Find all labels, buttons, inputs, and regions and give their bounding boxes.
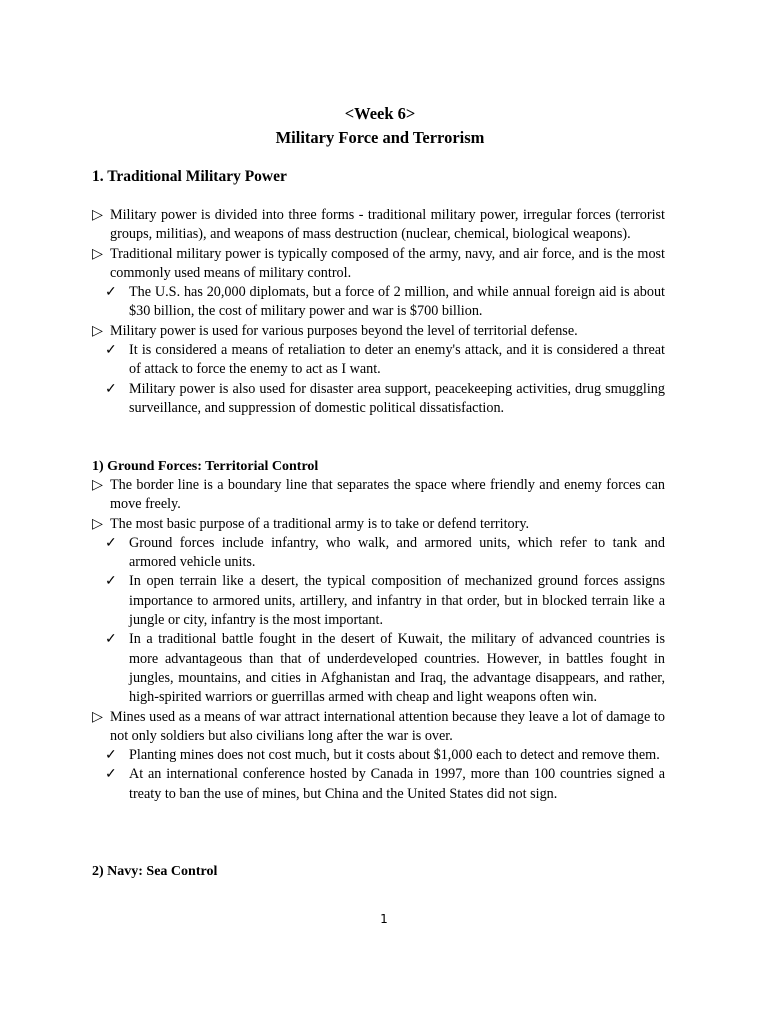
triangle-bullet-icon: ▷ <box>92 322 103 339</box>
bullet-text: It is considered a means of retaliation to deter an enemy's attack, and it is considered a threat of attack to force the enemy to act as I want. <box>129 342 665 378</box>
bullet-text: Military power is divided into three forms - traditional military power, irregular forces (terrorist groups, militias), and weapons of mass destruction (nuclear, chemical, biological weapons). <box>110 207 665 243</box>
page-number: 1 <box>380 912 388 926</box>
checkmark-bullet-icon: ✓ <box>105 380 117 397</box>
sub-bullet-item <box>92 380 665 419</box>
bullet-item <box>92 322 665 341</box>
title-block <box>0 102 760 150</box>
bullet-text: Military power is also used for disaster area support, peacekeeping activities, drug smuggling surveillance, and suppression of domestic political dissatisfaction. <box>129 380 665 416</box>
section-heading-ground-forces: 1) Ground Forces: Territorial Control <box>92 459 319 474</box>
bullet-item <box>92 708 665 747</box>
triangle-bullet-icon: ▷ <box>92 245 103 262</box>
bullet-text: In open terrain like a desert, the typical composition of mechanized ground forces assigns importance to armored units, artillery, and infantry in that order, but in blocked terrain like a jungle or city, infantry is the most important. <box>129 573 665 629</box>
bullet-item <box>92 476 665 515</box>
checkmark-bullet-icon: ✓ <box>105 631 117 648</box>
sub-bullet-item <box>92 572 665 630</box>
bullet-item <box>92 515 665 534</box>
bullet-text: Military power is used for various purposes beyond the level of territorial defense. <box>110 322 578 339</box>
sub-bullet-item <box>92 765 665 804</box>
bullet-text: The most basic purpose of a traditional army is to take or defend territory. <box>110 515 530 532</box>
week-label: <Week 6> <box>344 104 416 123</box>
section-heading-navy: 2) Navy: Sea Control <box>92 864 218 879</box>
checkmark-bullet-icon: ✓ <box>105 573 117 590</box>
checkmark-bullet-icon: ✓ <box>105 534 117 551</box>
bullet-item <box>92 206 665 245</box>
page-title: Military Force and Terrorism <box>275 128 485 147</box>
bullet-text: Mines used as a means of war attract international attention because they leave a lot of damage to not only soldiers but also civilians long after the war is over. <box>110 708 665 744</box>
checkmark-bullet-icon: ✓ <box>105 766 117 783</box>
section-body-traditional-military-power <box>92 206 665 418</box>
bullet-text: At an international conference hosted by Canada in 1997, more than 100 countries signed a treaty to ban the use of mines, but China and the United States did not sign. <box>129 766 665 802</box>
triangle-bullet-icon: ▷ <box>92 477 103 493</box>
bullet-text: The U.S. has 20,000 diplomats, but a force of 2 million, and while annual foreign aid is about $30 billion, the cost of military power and war is $700 billion. <box>129 284 665 320</box>
bullet-text: Ground forces include infantry, who walk, and armored units, which refer to tank and armored vehicle units. <box>129 534 665 571</box>
bullet-text: Planting mines does not cost much, but it costs about $1,000 each to detect and remove them. <box>129 747 660 764</box>
bullet-text: The border line is a boundary line that separates the space where friendly and enemy forces can move freely. <box>110 477 665 513</box>
triangle-bullet-icon: ▷ <box>92 207 103 223</box>
sub-bullet-item <box>92 746 665 765</box>
triangle-bullet-icon: ▷ <box>92 515 103 532</box>
bullet-text: In a traditional battle fought in the desert of Kuwait, the military of advanced countries is more advantageous than that of underdeveloped countries. However, in battles fought in jungles, mountains, and cities in Afghanistan and Iraq, the advantage disappears, and rather, high-spirited warriors or guerrillas armed with cheap and light weapons often win. <box>129 631 665 706</box>
checkmark-bullet-icon: ✓ <box>105 747 117 764</box>
checkmark-bullet-icon: ✓ <box>105 342 117 359</box>
bullet-item <box>92 245 665 284</box>
section-body-ground-forces <box>92 476 665 804</box>
sub-bullet-item <box>92 283 665 322</box>
bullet-text: Traditional military power is typically composed of the army, navy, and air force, and is the most commonly used means of military control. <box>110 245 665 281</box>
section-heading-traditional-military-power: 1. Traditional Military Power <box>92 168 287 185</box>
checkmark-bullet-icon: ✓ <box>105 284 117 301</box>
sub-bullet-item <box>92 630 665 707</box>
sub-bullet-item <box>92 534 665 573</box>
triangle-bullet-icon: ▷ <box>92 708 103 725</box>
sub-bullet-item <box>92 341 665 380</box>
